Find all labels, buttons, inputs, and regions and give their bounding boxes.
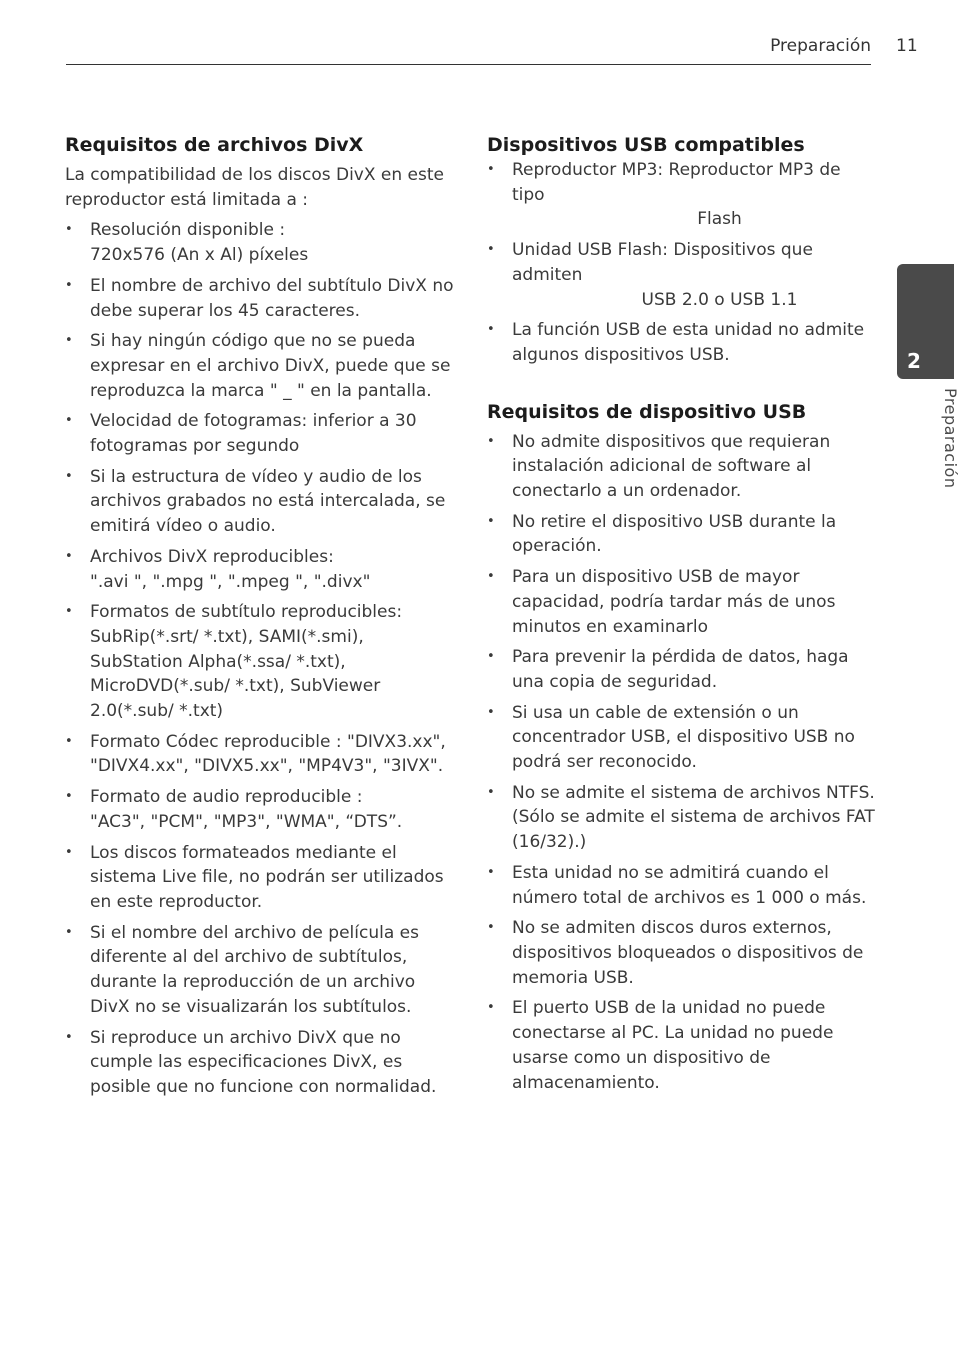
- list-item: • Si el nombre del archivo de película es diferente al del archivo de subtítulos, durante la reproducción de un archivo DivX no se visualizarán los subtítulos.: [65, 922, 419, 1017]
- bullet-icon: •: [487, 1000, 495, 1016]
- list-item: • Para un dispositivo USB de mayor capacidad, podría tardar más de unos minutos en examinarlo: [487, 567, 836, 637]
- bullet-icon: •: [65, 1029, 73, 1045]
- bullet-icon: •: [487, 433, 495, 449]
- bullet-icon: •: [487, 649, 495, 665]
- list-item: • La función USB de esta unidad no admite algunos dispositivos USB.: [487, 320, 865, 365]
- bullet-icon: •: [65, 733, 73, 749]
- bullet-icon: •: [65, 604, 73, 620]
- usb-compat-heading: Dispositivos USB compatibles: [487, 134, 805, 156]
- list-item: • No se admite el sistema de archivos NTFS. (Sólo se admite el sistema de archivos FAT (16/32).): [487, 782, 875, 853]
- list-item: • Velocidad de fotogramas: inferior a 30 fotogramas por segundo: [65, 411, 417, 457]
- header-section-title: Preparación: [770, 36, 871, 56]
- bullet-icon: •: [487, 864, 495, 880]
- divx-intro: La compatibilidad de los discos DivX en este reproductor está limitada a :: [65, 165, 444, 210]
- bullet-icon: •: [65, 222, 73, 238]
- list-item: • Unidad USB Flash: Dispositivos que admiten USB 2.0 o USB 1.1: [487, 240, 813, 310]
- list-item: • Los discos formateados mediante el sistema Live file, no podrán ser utilizados en este reproductor.: [65, 842, 444, 912]
- chapter-number: 2: [907, 349, 921, 373]
- bullet-icon: •: [487, 322, 495, 338]
- bullet-icon: •: [65, 333, 73, 349]
- bullet-icon: •: [487, 162, 495, 177]
- list-item: • Formato de audio reproducible : "AC3", "PCM", "MP3", "WMA", “DTS”.: [65, 787, 403, 832]
- list-item: • El nombre de archivo del subtítulo DivX no debe superar los 45 caracteres.: [65, 275, 454, 321]
- bullet-icon: •: [487, 920, 495, 936]
- list-item: • Esta unidad no se admitirá cuando el número total de archivos es 1 000 o más.: [487, 862, 867, 908]
- list-item: • Formatos de subtítulo reproducibles: SubRip(*.srt/ *.txt), SAMI(*.smi), SubStation Alpha(*.ssa/ *.txt), MicroDVD(*.sub/ *.txt), SubViewer 2.0(*.sub/ *.txt): [65, 602, 403, 722]
- bullet-icon: •: [487, 784, 495, 800]
- chapter-label: Preparación: [941, 388, 960, 489]
- usb-req-heading: Requisitos de dispositivo USB: [487, 400, 807, 423]
- bullet-icon: •: [65, 277, 73, 293]
- bullet-icon: •: [65, 413, 73, 429]
- list-item: • Resolución disponible : 720x576 (An x Al) píxeles: [65, 220, 309, 266]
- usb-req-list: [487, 430, 877, 1096]
- list-item: • No se admiten discos duros externos, dispositivos bloqueados o dispositivos de memoria USB.: [487, 918, 864, 988]
- list-item: • No admite dispositivos que requieran instalación adicional de software al conectarlo a un ordenador.: [487, 431, 831, 502]
- list-item: • Archivos DivX reproducibles: ".avi ", ".mpg ", ".mpeg ", ".divx": [65, 546, 371, 592]
- bullet-icon: •: [65, 844, 73, 860]
- usb-compat-list: [487, 158, 877, 368]
- bullet-icon: •: [487, 513, 495, 529]
- left-column: [65, 132, 455, 1106]
- bullet-icon: •: [487, 704, 495, 720]
- header-rule: [66, 64, 871, 65]
- list-item: • El puerto USB de la unidad no puede conectarse al PC. La unidad no puede usarse como un dispositivo de almacenamiento.: [487, 998, 834, 1093]
- bullet-icon: •: [487, 242, 495, 258]
- list-item: • Si reproduce un archivo DivX que no cumple las especificaciones DivX, es posible que no funcione con normalidad.: [65, 1027, 437, 1097]
- bullet-icon: •: [65, 548, 73, 564]
- list-item: • Si la estructura de vídeo y audio de los archivos grabados no está intercalada, se emitirá vídeo o audio.: [65, 466, 446, 537]
- bullet-icon: •: [65, 468, 73, 484]
- right-column: [487, 132, 877, 1101]
- bullet-icon: •: [65, 924, 73, 940]
- bullet-icon: •: [487, 569, 495, 585]
- list-item: • No retire el dispositivo USB durante la operación.: [487, 511, 837, 557]
- list-item: • Si hay ningún código que no se pueda expresar en el archivo DivX, puede que se reproduzca la marca " _ " en la pantalla.: [65, 331, 451, 401]
- list-item: • Reproductor MP3: Reproductor MP3 de tipo Flash: [487, 160, 841, 230]
- divx-heading: Requisitos de archivos DivX: [65, 134, 364, 156]
- bullet-icon: •: [65, 789, 73, 805]
- divx-list: [65, 218, 455, 1099]
- list-item: • Para prevenir la pérdida de datos, haga una copia de seguridad.: [487, 647, 849, 692]
- list-item: • Si usa un cable de extensión o un concentrador USB, el dispositivo USB no podrá ser reconocido.: [487, 702, 855, 773]
- chapter-tab: [897, 264, 954, 379]
- list-item: • Formato Códec reproducible : "DIVX3.xx", "DIVX4.xx", "DIVX5.xx", "MP4V3", "3IVX".: [65, 731, 446, 777]
- page-number: 11: [896, 36, 918, 56]
